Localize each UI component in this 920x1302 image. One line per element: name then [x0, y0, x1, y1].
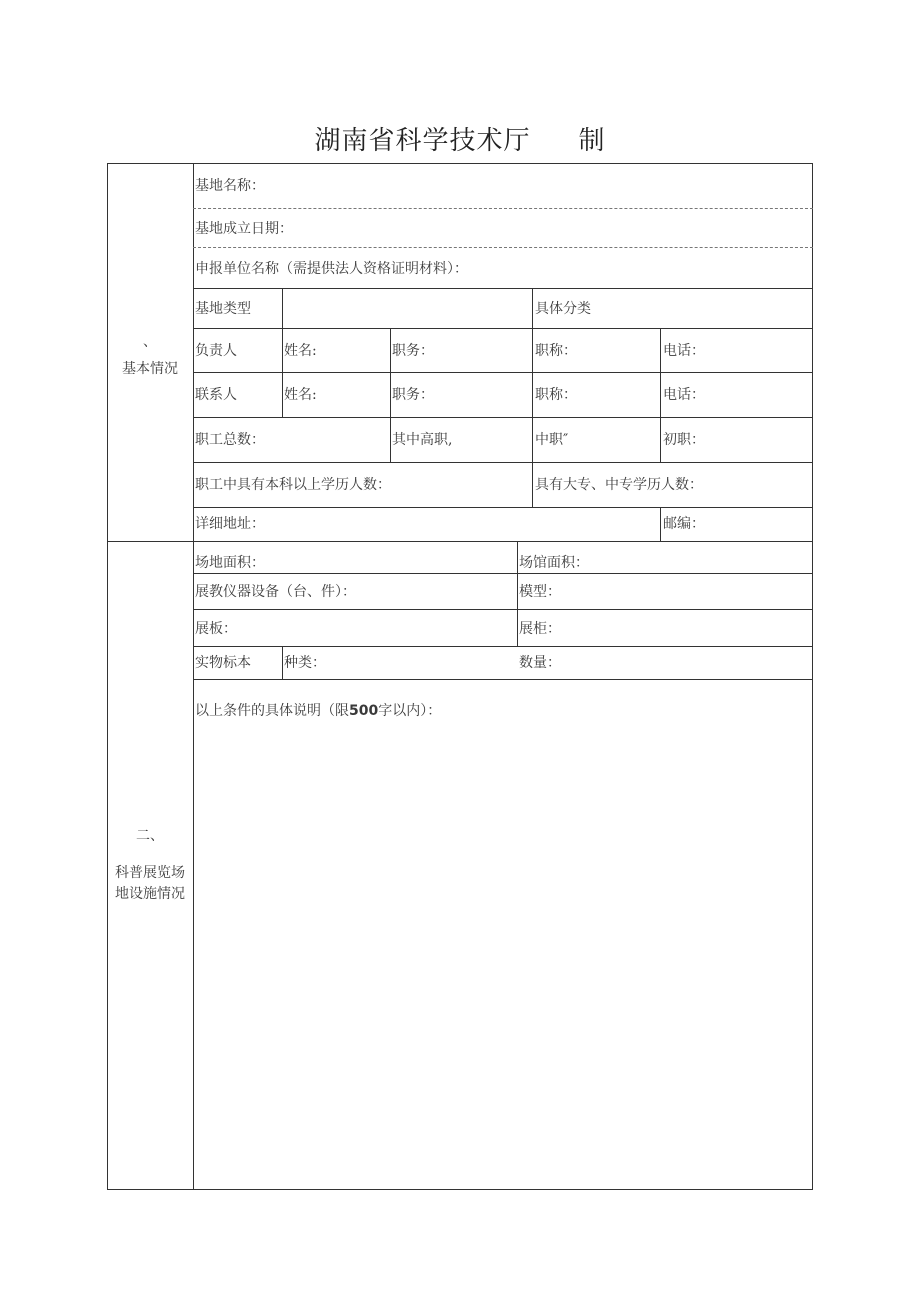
- row-rule: [193, 372, 813, 373]
- site-area-field[interactable]: 场地面积：: [195, 555, 265, 571]
- kind-field[interactable]: 种类：: [284, 655, 326, 671]
- description-prefix: 以上条件的具体说明（限: [195, 703, 349, 719]
- section1-title: 基本情况: [122, 361, 178, 377]
- title-main: 湖南省科学技术厅: [314, 126, 531, 156]
- col-rule: [660, 507, 661, 541]
- section-divider: [107, 541, 813, 542]
- section2-title-line1: 科普展览场: [115, 865, 185, 881]
- board-field[interactable]: 展板：: [195, 621, 237, 637]
- address-field[interactable]: 详细地址：: [195, 516, 265, 532]
- quantity-field[interactable]: 数量：: [519, 655, 561, 671]
- section2-label: [107, 826, 193, 905]
- row-rule: [193, 679, 813, 680]
- description-suffix: 字以内）：: [378, 703, 442, 719]
- contact-position-field[interactable]: 职务：: [392, 387, 434, 403]
- contact-phone-field[interactable]: 电话：: [663, 387, 705, 403]
- bachelor-count-field[interactable]: 职工中具有本科以上学历人数：: [195, 477, 391, 493]
- middle-staff-field[interactable]: 中职″: [535, 432, 569, 448]
- college-count-field[interactable]: 具有大专、中专学历人数：: [535, 477, 703, 493]
- specimen-label: 实物标本: [195, 655, 251, 671]
- row-rule: [193, 462, 813, 463]
- table-left-border: [107, 163, 108, 1190]
- section2-mark: 二、: [136, 828, 164, 844]
- applicant-unit-field[interactable]: 申报单位名称（需提供法人资格证明材料）：: [195, 261, 468, 277]
- description-limit: 500: [349, 703, 379, 719]
- col-rule: [390, 328, 391, 462]
- row-rule: [193, 573, 813, 574]
- base-name-field[interactable]: 基地名称：: [195, 178, 265, 194]
- model-field[interactable]: 模型：: [519, 584, 561, 600]
- title-suffix: 制: [578, 126, 606, 156]
- table-right-border: [812, 163, 813, 1190]
- base-type-label: 基地类型: [195, 301, 251, 317]
- table-bottom-border: [107, 1189, 813, 1190]
- col-rule: [282, 288, 283, 418]
- junior-staff-field[interactable]: 初职：: [663, 432, 705, 448]
- category-label: 具体分类: [535, 301, 591, 317]
- leader-position-field[interactable]: 职务：: [392, 343, 434, 359]
- row-rule: [193, 208, 813, 209]
- page-title: [0, 120, 920, 157]
- leader-name-field[interactable]: 姓名:: [284, 343, 317, 359]
- row-rule: [193, 507, 813, 508]
- section1-mark: 、: [143, 334, 157, 350]
- staff-total-field[interactable]: 职工总数：: [195, 432, 265, 448]
- section1-label: [107, 332, 193, 380]
- leader-phone-field[interactable]: 电话：: [663, 343, 705, 359]
- established-date-field[interactable]: 基地成立日期：: [195, 221, 293, 237]
- hall-area-field[interactable]: 场馆面积：: [519, 555, 589, 571]
- postcode-field[interactable]: 邮编：: [663, 516, 705, 532]
- col-rule: [517, 541, 518, 646]
- label-column-divider: [193, 163, 194, 1190]
- equipment-field[interactable]: 展教仪器设备（台、件）：: [195, 584, 356, 600]
- row-rule: [193, 247, 813, 248]
- description-field[interactable]: [195, 703, 441, 719]
- col-rule: [660, 328, 661, 462]
- row-rule: [193, 609, 813, 610]
- contact-label: 联系人: [195, 387, 237, 403]
- col-rule: [532, 288, 533, 507]
- contact-name-field[interactable]: 姓名:: [284, 387, 317, 403]
- table-top-border: [107, 163, 813, 164]
- leader-title-field[interactable]: 职称：: [535, 343, 577, 359]
- row-rule: [193, 328, 813, 329]
- row-rule: [193, 417, 813, 418]
- row-rule: [193, 288, 813, 289]
- cabinet-field[interactable]: 展柜：: [519, 621, 561, 637]
- col-rule: [282, 646, 283, 679]
- section2-title-line2: 地设施情况: [115, 886, 185, 902]
- leader-label: 负责人: [195, 343, 237, 359]
- contact-title-field[interactable]: 职称：: [535, 387, 577, 403]
- senior-staff-field[interactable]: 其中高职,: [392, 432, 453, 448]
- row-rule: [193, 646, 813, 647]
